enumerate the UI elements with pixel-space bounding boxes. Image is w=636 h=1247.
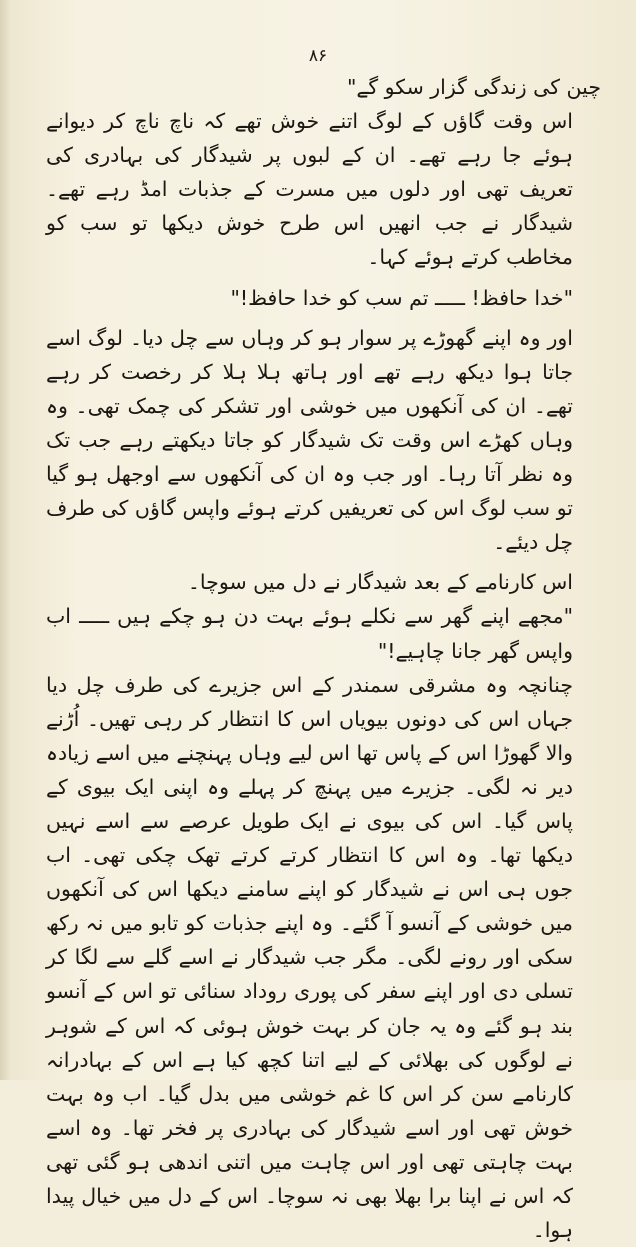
page-binding-shadow [0, 0, 10, 1080]
paragraph-return-home: "مجھے اپنے گھر سے نکلے ہوئے بہت دن ہو چکے ہیں ـــــ اب واپس گھر جانا چاہیے!" [46, 604, 573, 663]
body-text [46, 70, 601, 1247]
page-number: ۸۶ [308, 46, 328, 66]
paragraph-farewell: "خدا حافظ! ـــــ تم سب کو خدا حافظ!" [230, 285, 573, 310]
paragraph-reunion: چنانچہ وہ مشرقی سمندر کے اس جزیرے کی طرف چل دیا جہاں اس کی دونوں بیویاں اس کا انتظار کر رہی تھیں۔ اُڑنے والا گھوڑا اس کے پاس تھا اس لیے وہاں پہنچنے میں اسے زیادہ دیر نہ لگی۔ جزیرے میں پہنچ کر پہلے وہ اپنی ایک بیوی کے پاس گیا۔ اس کی بیوی نے ایک طویل عرصے سے اسے نہیں دیکھا تھا۔ وہ اس کا انتظار کرتے کرتے تھک چکی تھی۔ اب جوں ہی اس نے شیدگار کو اپنے سامنے دیکھا اس کی آنکھوں میں خوشی کے آنسو آ گئے۔ وہ اپنے جذبات کو تابو میں نہ رکھ سکی اور رونے لگی۔ مگر جب شیدگار نے اسے گلے سے لگا کر تسلی دی اور اپنے سفر کی پوری روداد سنائی تو اس کے آنسو بند ہو گئے وہ یہ جان کر بہت خوش ہوئی کہ اس کے شوہر نے لوگوں کی بھلائی کے لیے اتنا کچھ کیا ہے اس کے بہادرانہ کارنامے سن کر اس کا غم خوشی میں بدل گیا۔ اب وہ بہت خوش تھی اور اسے شیدگار کی بہادری پر فخر تھا۔ وہ اسے بہت چاہتی تھی اور اس چاہت میں اتنی اندھی ہو گئی تھی کہ اس نے اپنا برا بھلا بھی نہ سوچا۔ اس کے دل میں خیال پیدا ہوا۔ [46, 672, 573, 1243]
paragraph-thought: اس کارنامے کے بعد شیدگار نے دل میں سوچا۔ [187, 570, 573, 595]
paragraph-departure: اور وہ اپنے گھوڑے پر سوار ہو کر وہاں سے چل دیا۔ لوگ اسے جاتا ہوا دیکھ رہے تھے اور ہاتھ ہلا ہلا کر رخصت کر رہے تھے۔ ان کی آنکھوں میں خوشی اور تشکر کی چمک تھی۔ وہ وہاں کھڑے اس وقت تک شیدگار کو جاتا دیکھتے رہے جب تک وہ نظر آتا رہا۔ اور جب وہ ان کی آنکھوں سے اوجھل ہو گیا تو سب لوگ اس کی تعریفیں کرتے ہوئے واپس گاؤں کی طرف چل دیئے۔ [46, 325, 573, 555]
paragraph-quote-end: چین کی زندگی گزار سکو گے" [346, 75, 601, 99]
paragraph-village-celebration: اس وقت گاؤں کے لوگ اتنے خوش تھے کہ ناچ ناچ کر دیوانے ہوئے جا رہے تھے۔ ان کے لبوں پر شیدگار کی بہادری کی تعریف تھی اور دلوں میں مسرت کے جذبات امڈ رہے تھے۔ شیدگار نے جب انھیں اس طرح خوش دیکھا تو سب کو مخاطب کرتے ہوئے کہا۔ [46, 109, 573, 270]
